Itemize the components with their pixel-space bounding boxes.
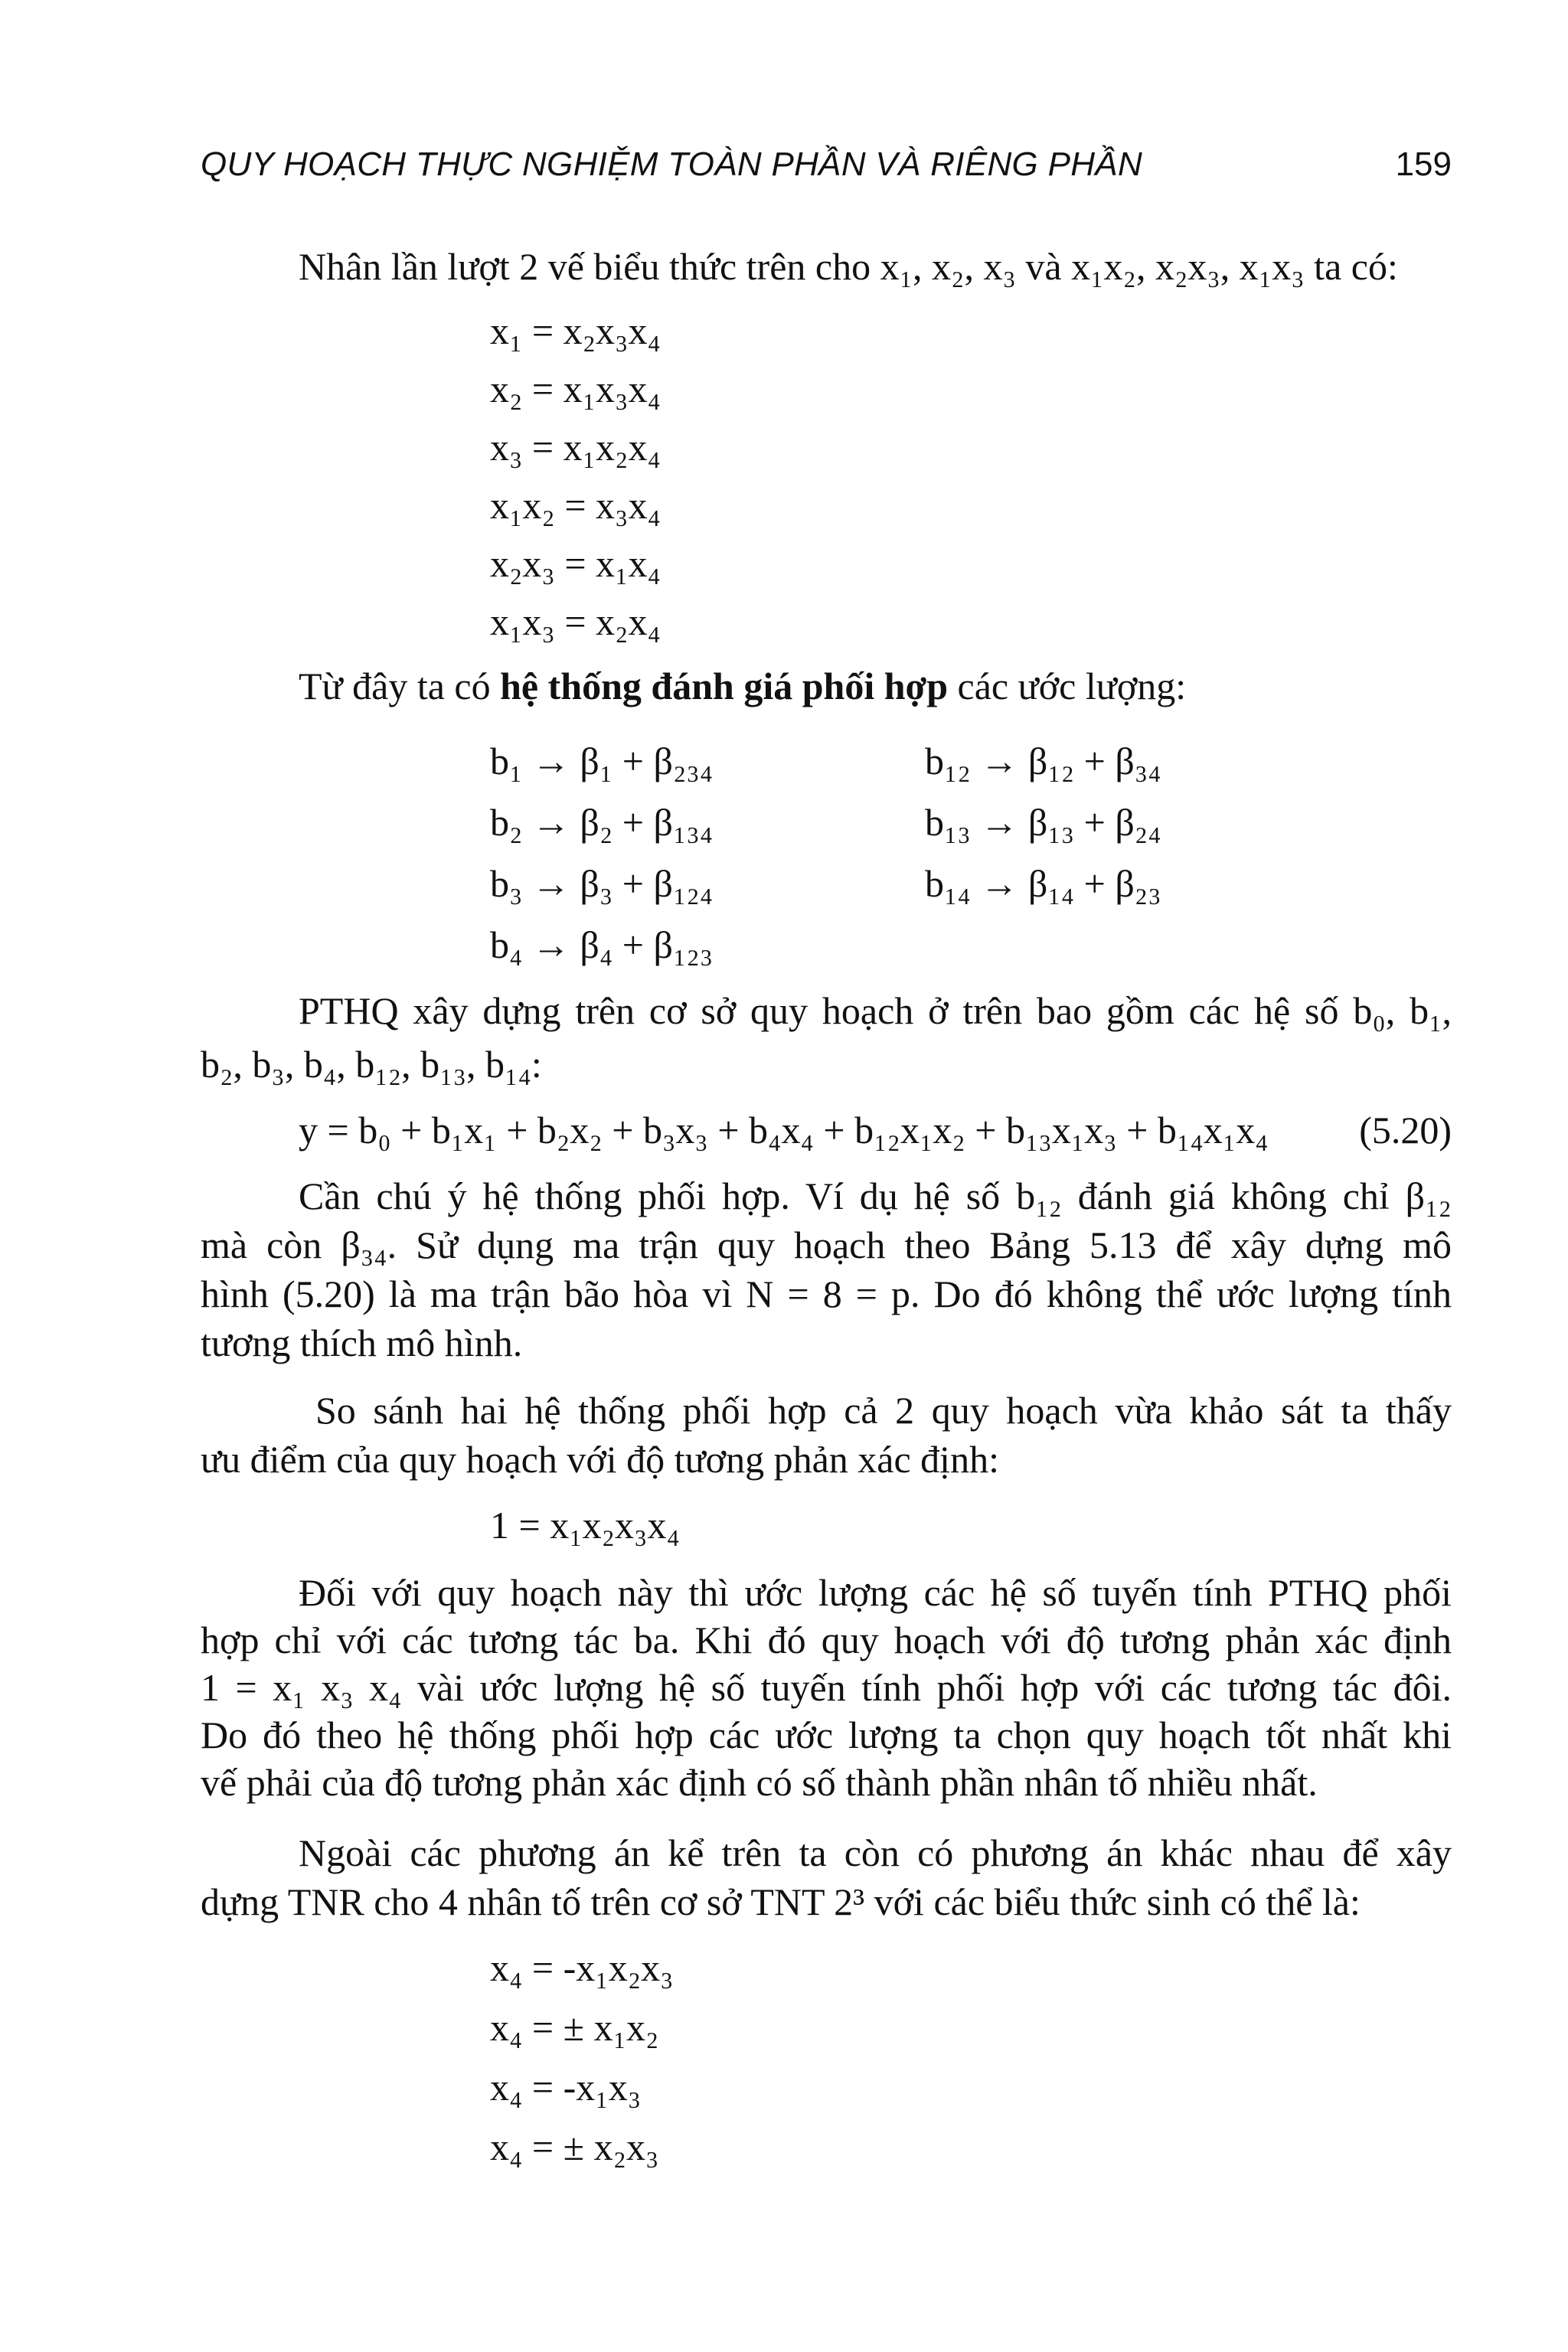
system-intro-before: Từ đây ta có	[299, 665, 501, 707]
equation-number: (5.20)	[1359, 1109, 1452, 1152]
estimate-b2: b₂ → β₂ + β₁₃₄	[490, 801, 714, 844]
estimate-b13: b₁₃ → β₁₃ + β₂₄	[925, 801, 1161, 844]
system-intro	[201, 663, 1452, 709]
identity-3: x₃ = x₁x₂x₄	[490, 426, 661, 469]
identity-1: x₁ = x₂x₃x₄	[490, 309, 661, 352]
intro-text: Nhân lần lượt 2 vế biểu thức trên cho x₁, x₂, x₃ và x₁x₂, x₂x₃, x₁x₃ ta có:	[299, 245, 1398, 288]
note-line-3: hình (5.20) là ma trận bão hòa vì N = 8 = p. Do đó không thể ước lượng tính	[201, 1272, 1452, 1315]
identity-4: x₁x₂ = x₃x₄	[490, 484, 661, 527]
estimate-b14: b₁₄ → β₁₄ + β₂₃	[925, 862, 1161, 905]
other-line-1: Ngoài các phương án kể trên ta còn có phương án khác nhau để xây	[299, 1831, 1452, 1874]
pthq-line-1: PTHQ xây dựng trên cơ sở quy hoạch ở trên bao gồm các hệ số b₀, b₁,	[299, 989, 1452, 1032]
note-line-2: mà còn β₃₄. Sử dụng ma trận quy hoạch theo Bảng 5.13 để xây dựng mô	[201, 1223, 1452, 1266]
plan-line-3: 1 = x₁ x₃ x₄ vài ước lượng hệ số tuyến tính phối hợp với các tương tác đôi.	[201, 1666, 1452, 1709]
system-intro-bold: hệ thống đánh giá phối hợp	[500, 665, 949, 707]
identity-2: x₂ = x₁x₃x₄	[490, 368, 661, 410]
identity-5: x₂x₃ = x₁x₄	[490, 542, 661, 585]
generator-2: x₄ = ± x₁x₂	[490, 2006, 659, 2049]
estimate-b1: b₁ → β₁ + β₂₃₄	[490, 740, 714, 782]
plan-line-4: Do đó theo hệ thống phối hợp các ước lượng ta chọn quy hoạch tốt nhất khi	[201, 1713, 1452, 1756]
plan-line-2: hợp chỉ với các tương tác ba. Khi đó quy hoạch với độ tương phản xác định	[201, 1619, 1452, 1661]
pthq-line-2: b₂, b₃, b₄, b₁₂, b₁₃, b₁₄:	[201, 1043, 542, 1086]
running-header	[201, 145, 1452, 191]
generator-3: x₄ = -x₁x₃	[490, 2066, 642, 2109]
note-line-4: tương thích mô hình.	[201, 1321, 523, 1364]
compare-line-1: So sánh hai hệ thống phối hợp cả 2 quy hoạch vừa khảo sát ta thấy	[315, 1389, 1452, 1432]
generator-1: x₄ = -x₁x₂x₃	[490, 1946, 674, 1989]
estimate-b4: b₄ → β₄ + β₁₂₃	[490, 923, 714, 966]
estimate-b3: b₃ → β₃ + β₁₂₄	[490, 862, 714, 905]
note-line-1: Cần chú ý hệ thống phối hợp. Ví dụ hệ số b₁₂ đánh giá không chỉ β₁₂	[299, 1174, 1452, 1217]
estimate-b12: b₁₂ → β₁₂ + β₃₄	[925, 740, 1161, 782]
other-line-2: dựng TNR cho 4 nhân tố trên cơ sở TNT 2³ với các biểu thức sinh có thể là:	[201, 1880, 1361, 1923]
equation-body: y = b₀ + b₁x₁ + b₂x₂ + b₃x₃ + b₄x₄ + b₁₂x₁x₂ + b₁₃x₁x₃ + b₁₄x₁x₄	[299, 1109, 1269, 1152]
compare-line-2: ưu điểm của quy hoạch với độ tương phản xác định:	[201, 1438, 999, 1481]
chapter-title: QUY HOẠCH THỰC NGHIỆM TOÀN PHẦN VÀ RIÊNG PHẦN	[201, 145, 1143, 183]
generator-4: x₄ = ± x₂x₃	[490, 2125, 659, 2168]
page-number: 159	[1395, 145, 1452, 183]
regression-equation	[201, 1107, 1452, 1153]
intro-line	[201, 243, 1452, 289]
identity-6: x₁x₃ = x₂x₄	[490, 600, 661, 643]
contrast-equation: 1 = x₁x₂x₃x₄	[490, 1504, 680, 1547]
plan-line-5: vế phải của độ tương phản xác định có số thành phần nhân tố nhiều nhất.	[201, 1761, 1318, 1804]
system-intro-after: các ước lượng:	[948, 665, 1187, 707]
plan-line-1: Đối với quy hoạch này thì ước lượng các hệ số tuyến tính PTHQ phối	[299, 1571, 1452, 1614]
